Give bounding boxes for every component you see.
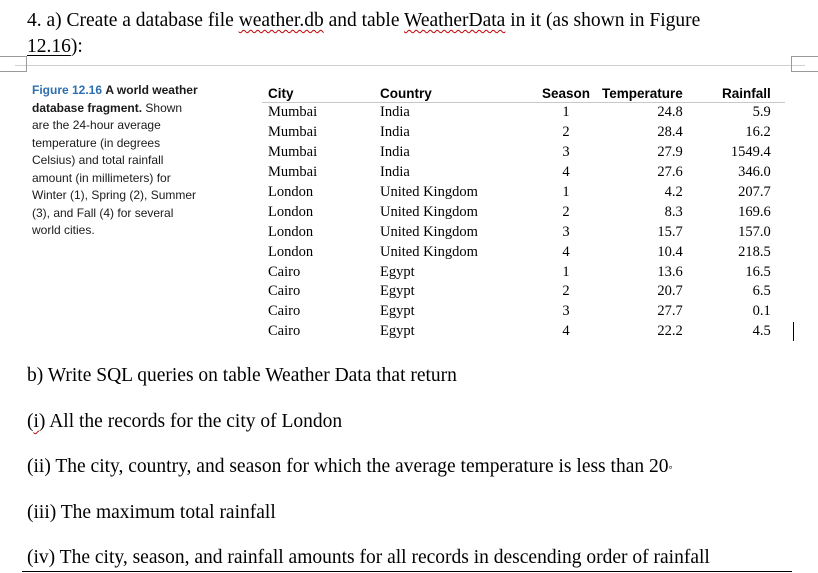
cell-city: Mumbai [268,164,318,181]
table-row [262,282,785,302]
query-i [27,410,342,434]
header-city: City [262,79,380,103]
query-iii: (iii) The maximum total rainfall [27,502,276,523]
cell-rainfall: 157.0 [738,223,771,240]
cell-rainfall: 16.2 [745,124,771,141]
weather-data-table [262,79,785,342]
cell-country: United Kingdom [380,184,478,200]
cell-city: Cairo [268,323,301,340]
query-ii-text: (ii) The city, country, and season for which the average temperature is less than 20 [27,456,669,477]
question-end: ): [70,36,83,57]
cell-season: 1 [562,104,570,121]
table-row [262,302,785,322]
cell-season: 2 [562,124,570,141]
cell-rainfall: 346.0 [738,164,771,181]
cell-rainfall: 5.9 [752,104,771,121]
question-heading [27,8,797,60]
cell-temperature: 27.9 [657,144,683,161]
cell-country: India [380,164,410,181]
query-iv: (iv) The city, season, and rainfall amounts for all records in descending order of rainfall [27,547,710,568]
cell-temperature: 24.8 [657,104,683,121]
cell-city: Cairo [268,303,301,320]
cell-city: London [268,243,314,260]
cell-country: Egypt [380,263,415,280]
cell-season: 4 [562,164,570,181]
table-row [262,183,785,203]
query-i-open: ( [27,411,34,432]
table-row [262,322,785,342]
query-i-text: ) All the records for the city of London [38,411,343,432]
cell-city: Cairo [268,283,301,300]
cell-country: India [380,144,410,161]
question-suffix: in it (as shown in Figure [505,10,701,31]
cell-city: Mumbai [268,124,318,141]
cell-rainfall: 0.1 [752,303,771,320]
header-temperature: Temperature [602,79,687,103]
cell-temperature: 27.7 [657,303,683,320]
bottom-rule [22,571,792,572]
cell-rainfall: 16.5 [745,263,771,280]
cell-season: 4 [562,323,570,340]
right-margin-marker [791,56,818,72]
table-row [262,262,785,282]
cell-rainfall: 1549.4 [730,144,771,161]
cell-country: United Kingdom [380,243,478,260]
cell-country: Egypt [380,303,415,320]
table-row [262,242,785,262]
figure-description: Shown are the 24-hour average temperature (in degrees Celsius) and total rainfall amount (in millimeters) for Winter (1), Spring (2), Summer (3), and Fall (4) for several world cities. [32,100,197,237]
question-middle: and table [323,10,405,31]
cell-country: India [380,104,410,121]
cell-rainfall: 169.6 [738,203,771,220]
cell-temperature: 15.7 [657,223,683,240]
cell-season: 1 [562,263,570,280]
figure-caption [32,82,202,240]
table-name: WeatherData [404,10,506,31]
cell-city: Mumbai [268,144,318,161]
part-b-prompt: b) Write SQL queries on table Weather Data that return [27,365,457,386]
cell-temperature: 27.6 [657,164,683,181]
figure-title: A world weather database fragment. [32,83,198,115]
figure-reference: 12.16 [27,36,71,57]
query-ii [27,455,673,479]
question-prefix: 4. a) Create a database file [27,10,239,31]
cell-city: Cairo [268,263,301,280]
table-row [262,143,785,163]
cell-temperature: 22.2 [657,323,683,340]
cell-rainfall: 207.7 [738,184,771,200]
left-margin-marker [0,56,27,72]
cell-city: London [268,184,314,200]
cell-season: 3 [562,144,570,161]
cell-country: Egypt [380,323,415,340]
cell-rainfall: 6.5 [752,283,771,300]
cell-temperature: 8.3 [664,203,683,220]
cell-country: United Kingdom [380,223,478,240]
table-row [262,123,785,143]
cell-country: India [380,124,410,141]
text-cursor [793,322,794,341]
cell-season: 4 [562,243,570,260]
table-row [262,222,785,242]
cell-temperature: 28.4 [657,124,683,141]
cell-season: 3 [562,303,570,320]
db-file-name: weather.db [238,10,324,31]
table-row [262,163,785,183]
cell-temperature: 20.7 [657,283,683,300]
cell-rainfall: 218.5 [738,243,771,260]
cell-temperature: 13.6 [657,263,683,280]
degree-symbol: ◦ [668,460,673,474]
table-row [262,103,785,123]
cell-rainfall: 4.5 [752,323,771,340]
table-header-row [262,79,785,103]
cell-season: 2 [562,203,570,220]
table-row [262,202,785,222]
figure-label: Figure 12.16 [32,83,103,97]
query-i-number: i [33,411,39,432]
cell-season: 3 [562,223,570,240]
figure-top-rule [15,65,805,66]
cell-season: 1 [562,184,570,200]
cell-temperature: 10.4 [657,243,683,260]
cell-city: Mumbai [268,104,318,121]
header-rainfall: Rainfall [687,79,785,103]
cell-city: London [268,223,314,240]
cell-season: 2 [562,283,570,300]
cell-city: London [268,203,314,220]
cell-country: Egypt [380,283,415,300]
cell-temperature: 4.2 [664,184,683,200]
header-season: Season [530,79,602,103]
header-country: Country [380,79,530,103]
cell-country: United Kingdom [380,203,478,220]
